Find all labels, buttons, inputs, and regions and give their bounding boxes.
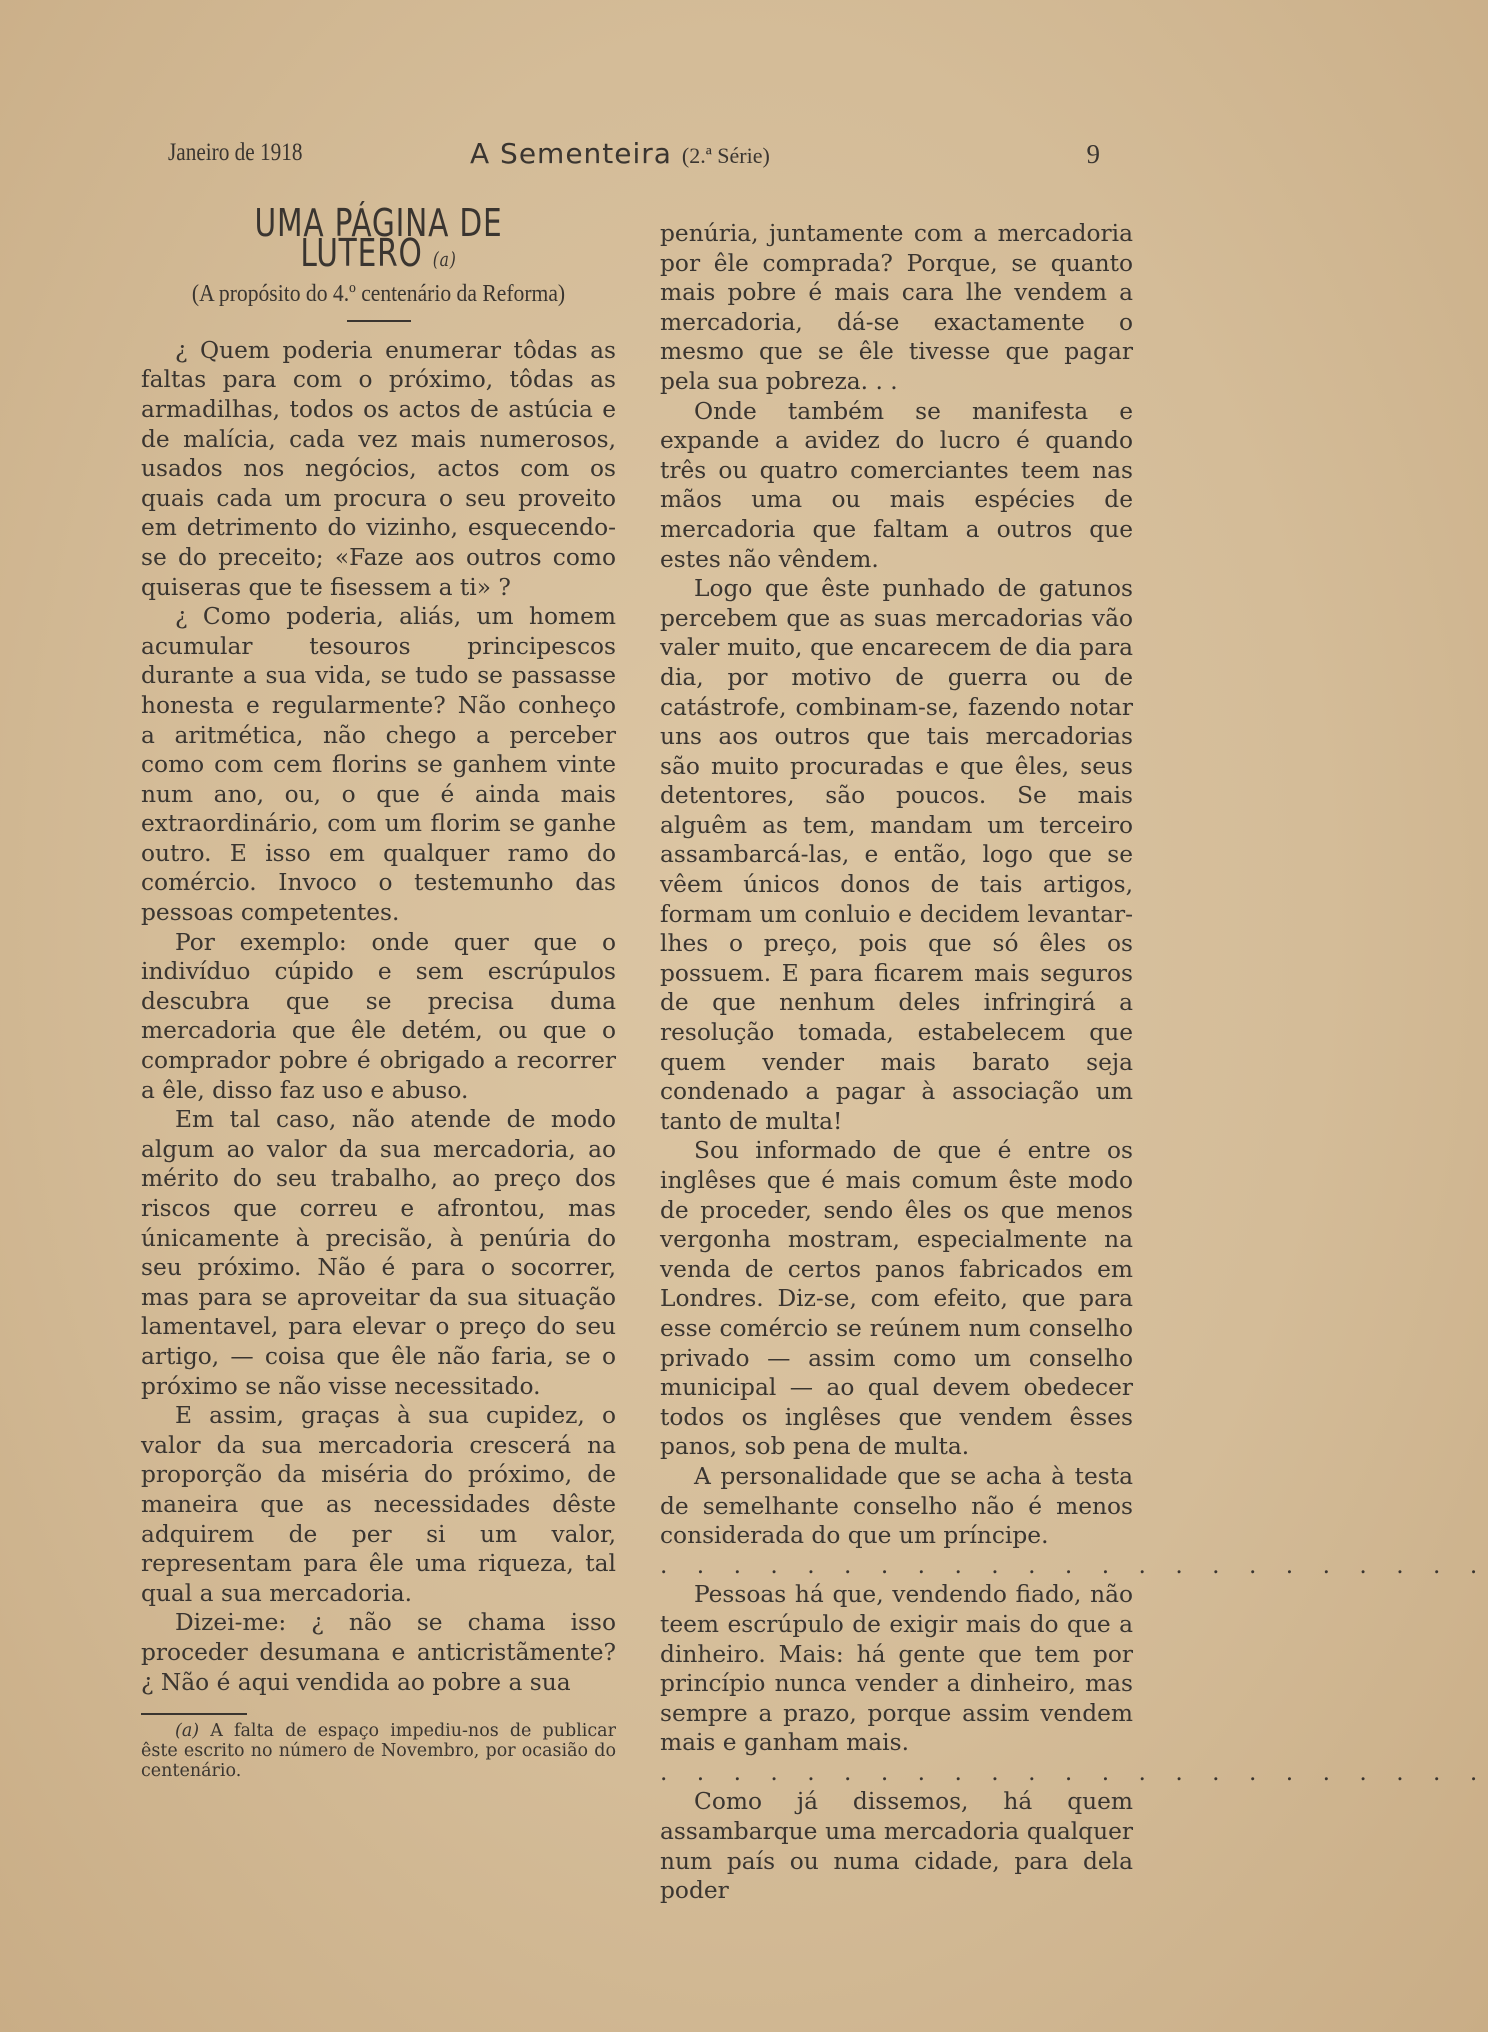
paragraph: A personalidade que se acha à testa de semelhante conselho não é menos considerada do que um príncipe.: [660, 1462, 1133, 1550]
left-column: [141, 201, 616, 1782]
right-column: [660, 219, 1488, 1906]
page-header: [168, 137, 1100, 177]
paragraph: Onde também se manifesta e expande a avidez do lucro é quando três ou quatro comerciantes teem nas mãos uma ou mais espécies de mercadoria que faltam a outros que estes não vêndem.: [660, 397, 1133, 573]
ellipsis-separator: . . . . . . . . . . . . . . . . . . . . . . .: [660, 1551, 1488, 1579]
page-number: 9: [1086, 139, 1100, 169]
header-date: Janeiro de 1918: [168, 139, 303, 166]
header-journal-title: [470, 137, 770, 170]
paragraph: Sou informado de que é entre os inglêses que é mais comum êste modo de proceder, sendo êles os que menos vergonha mostram, especialmente na venda de certos panos fabricados em Londres. Diz-se, com efeito, que para esse comércio se reúnem num conselho privado — assim como um conselho municipal — ao qual devem obedecer todos os inglêses que vendem êsses panos, sob pena de multa.: [660, 1137, 1133, 1461]
title-divider: [347, 320, 411, 322]
article-title-note-mark: (a): [432, 246, 457, 271]
article-subtitle: (A propósito do 4.º centenário da Reforma): [191, 281, 566, 308]
footnote-mark: (a): [175, 1721, 200, 1742]
paragraph: Logo que êste punhado de gatunos percebem que as suas mercadorias vão valer muito, que encarecem de dia para dia, por motivo de guerra ou de catástrofe, combinam-se, fazendo notar uns aos outros que tais mercadorias são muito procuradas e que êles, seus detentores, são poucos. Se mais alguêm as tem, mandam um terceiro assambarcá-las, e então, logo que se vêem únicos donos de tais artigos, formam um conluio e decidem levantar-lhes o preço, pois que só êles os possuem. E para ficarem mais seguros de que nenhum deles infringirá a resolução tomada, estabelecem que quem vender mais barato seja condenado a pagar à associação um tanto de multa!: [660, 575, 1133, 1135]
journal-name: A Sementeira: [470, 137, 672, 170]
paragraph: penúria, juntamente com a mercadoria por êle comprada? Porque, se quanto mais pobre é mais cara lhe vendem a mercadoria, dá-se exactamente o mesmo que se êle tivesse que pagar pela sua pobreza. . .: [660, 220, 1133, 395]
paragraph: Como já dissemos, há quem assambarque uma mercadoria qualquer num país ou numa cidade, para dela poder: [660, 1788, 1133, 1905]
journal-series: (2.ª Série): [681, 143, 770, 168]
paragraph: Em tal caso, não atende de modo algum ao valor da sua mercadoria, ao mérito do seu trabalho, ao preço dos riscos que correu e afrontou, mas únicamente à precisão, à penúria do seu próximo. Não é para o socorrer, mas para se aproveitar da sua situação lamentavel, para elevar o preço do seu artigo, — coisa que êle não faria, se o próximo se não visse necessitado.: [141, 1106, 616, 1400]
ellipsis-separator: . . . . . . . . . . . . . . . . . . . . . . .: [660, 1758, 1488, 1786]
paragraph: ¿ Como poderia, aliás, um homem acumular tesouros principescos durante a sua vida, se tudo se passasse honesta e regularmente? Não conheço a aritmética, não chego a perceber como com cem florins se ganhem vinte num ano, ou, o que é ainda mais extraordinário, com um florim se ganhe outro. E isso em qualquer ramo do comércio. Invoco o testemunho das pessoas competentes.: [141, 603, 616, 927]
footnote-text: A falta de espaço impediu-nos de publicar êste escrito no número de Novembro, por ocasião do centenário.: [141, 1721, 616, 1782]
paragraph: Dizei-me: ¿ não se chama isso proceder desumana e anticristãmente? ¿ Não é aqui vendida ao pobre a sua: [141, 1609, 616, 1696]
paragraph: Por exemplo: onde quer que o indivíduo cúpido e sem escrúpulos descubra que se precisa duma mercadoria que êle detém, ou que o comprador pobre é obrigado a recorrer a êle, disso faz uso e abuso.: [141, 928, 616, 1104]
article-title: [193, 201, 564, 275]
paragraph: ¿ Quem poderia enumerar tôdas as faltas para com o próximo, tôdas as armadilhas, todos os actos de astúcia e de malícia, cada vez mais numerosos, usados nos negócios, actos com os quais cada um procura o seu proveito em detrimento do vizinho, esquecendo-se do preceito; «Faze aos outros como quiseras que te fisessem a ti» ?: [141, 336, 616, 601]
paragraph: E assim, graças à sua cupidez, o valor da sua mercadoria crescerá na proporção da miséria do próximo, de maneira que as necessidades dêste adquirem de per si um valor, representam para êle uma riqueza, tal qual a sua mercadoria.: [141, 1402, 616, 1607]
footnote-divider: [141, 1713, 247, 1715]
article-title-text: UMA PÁGINA DE LUTERO: [254, 201, 503, 275]
paragraph: Pessoas há que, vendendo fiado, não teem escrúpulo de exigir mais do que a dinheiro. Mais: há gente que tem por princípio nunca vender a dinheiro, mas sempre a prazo, porque assim vendem mais e ganham mais.: [660, 1581, 1133, 1757]
footnote: [141, 1721, 616, 1781]
